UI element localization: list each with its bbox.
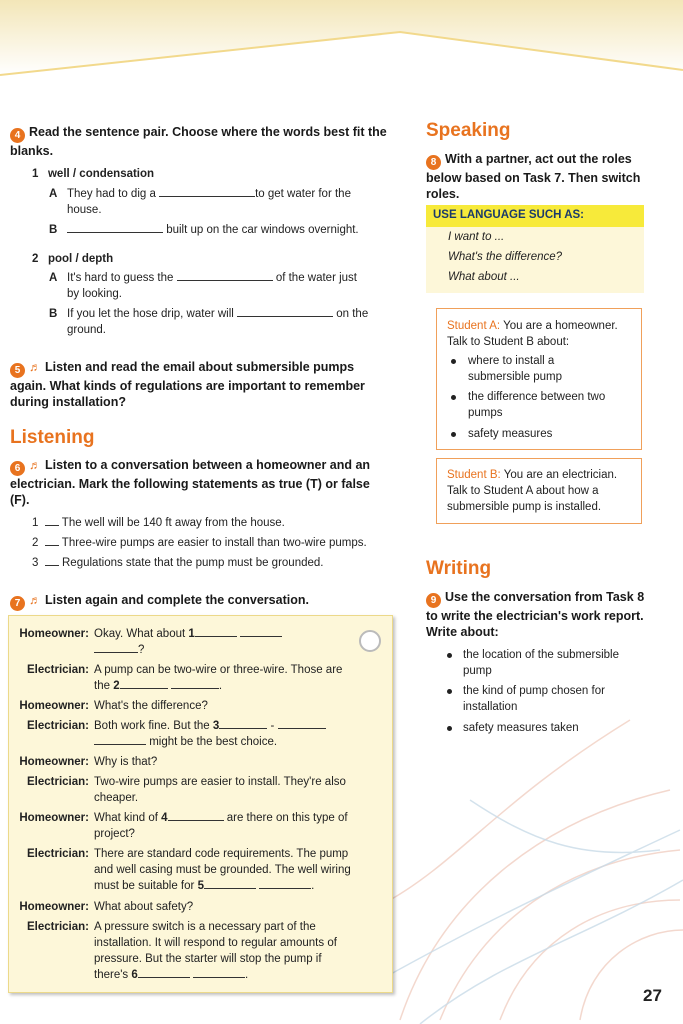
bullet-icon [451, 432, 456, 437]
bullet-icon [451, 359, 456, 364]
student-a-line-2: Talk to Student B about: [447, 336, 570, 348]
q4-set1: 1 well / condensation [32, 168, 155, 180]
blank[interactable] [240, 626, 282, 637]
blank[interactable] [171, 678, 219, 689]
q6-item-3: 3 Regulations state that the pump must be grounded. [32, 557, 324, 569]
q9-number: 9 [426, 593, 441, 608]
blank[interactable] [168, 810, 224, 821]
line-7: What kind of 4 are there on this type of [94, 812, 348, 824]
q9-prompt [426, 589, 656, 640]
line-8-cont: and well casing must be grounded. The well wiring [94, 864, 351, 876]
headphones-icon: ♬ [29, 593, 41, 607]
line-4: Both work fine. But the 3 - [94, 718, 379, 734]
blank[interactable] [67, 222, 163, 233]
language-banner [426, 205, 644, 227]
line-2: A pump can be two-wire or three-wire. Those are [94, 664, 343, 676]
q4-prompt [10, 124, 390, 159]
q6-item-1: 1 The well will be 140 ft away from the house. [32, 517, 285, 529]
line-7-cont: project? [94, 828, 135, 840]
q4-set2-a-cont: by looking. [67, 288, 122, 300]
speaker-label: Electrician: [27, 664, 89, 676]
q9-bullet-2: the kind of pump chosen for [463, 685, 605, 697]
writing-heading: Writing [426, 558, 492, 579]
conversation-box [8, 615, 393, 993]
student-b-line-1: Student B: You are an electrician. [447, 469, 618, 481]
line-4-cont: might be the best choice. [94, 734, 379, 750]
q4-set2-b-letter: B [49, 308, 58, 320]
q4-set2: 2 pool / depth [32, 253, 114, 265]
q8-text: With a partner, act out the roles below based on Task 7. Then switch roles. [426, 152, 641, 201]
bullet-icon [451, 395, 456, 400]
q4-set1-b: built up on the car windows overnight. [67, 222, 387, 238]
q4-set2-b: If you let the hose drip, water will on the [67, 308, 369, 320]
student-b-line-3: submersible pump is installed. [447, 501, 602, 513]
bullet-icon [447, 726, 452, 731]
q7-number: 7 [10, 596, 25, 611]
headphones-icon: ♬ [29, 360, 41, 374]
blank[interactable] [237, 306, 333, 317]
line-1-cont: ? [94, 642, 379, 658]
blank[interactable] [159, 186, 255, 197]
q9-bullet-2-cont: installation [463, 701, 518, 713]
student-a-bullet-2: the difference between two [468, 391, 606, 403]
blank[interactable] [177, 270, 273, 281]
q8-prompt [426, 151, 656, 202]
q4-text: Read the sentence pair. Choose where the words best fit the blanks. [10, 125, 387, 158]
q4-number: 4 [10, 128, 25, 143]
q9-bullet-1-cont: pump [463, 665, 492, 677]
phrase-2: What's the difference? [448, 251, 563, 263]
q4-set1-a-letter: A [49, 188, 58, 200]
q4-set2-a-letter: A [49, 272, 58, 284]
speaker-label: Homeowner: [19, 901, 89, 913]
page-number: 27 [643, 986, 662, 1005]
line-6-cont: cheaper. [94, 792, 139, 804]
student-b-line-2: Talk to Student A about how a [447, 485, 599, 497]
student-a-bullet-2-cont: pumps [468, 407, 503, 419]
line-3: What's the difference? [94, 700, 208, 712]
q4-set2-a: It's hard to guess the of the water just [67, 272, 357, 284]
line-9: What about safety? [94, 901, 194, 913]
line-8-cont2: must be suitable for 5 . [94, 880, 315, 892]
q6-text: Listen to a conversation between a homeowner and an electrician. Mark the following statements as true (T) or false (F). [10, 458, 371, 507]
q9-bullet-1: the location of the submersible [463, 649, 619, 661]
q4-set2-title: pool / depth [47, 253, 114, 265]
speaker-label: Electrician: [27, 921, 89, 933]
speaker-label: Homeowner: [19, 628, 89, 640]
q8-number: 8 [426, 155, 441, 170]
blank[interactable] [138, 967, 190, 978]
speaker-label: Homeowner: [19, 812, 89, 824]
q5-text: Listen and read the email about submersible pumps again. What kinds of regulations are important to remember during installation? [10, 360, 365, 409]
q4-set1-title: well / condensation [47, 168, 155, 180]
speaker-label: Electrician: [27, 776, 89, 788]
headphones-icon: ♬ [29, 458, 41, 472]
tf-blank[interactable] [45, 535, 59, 546]
q7-text: Listen again and complete the conversation. [45, 593, 309, 607]
q4-set1-a-cont: house. [67, 204, 102, 216]
q5-number: 5 [10, 363, 25, 378]
student-a-bullet-1: where to install a [468, 355, 555, 367]
blank[interactable] [193, 967, 245, 978]
line-8: There are standard code requirements. The pump [94, 848, 349, 860]
tf-blank[interactable] [45, 555, 59, 566]
line-6: Two-wire pumps are easier to install. They're also [94, 776, 346, 788]
line-10-cont: installation. It will respond to regular amounts of [94, 937, 337, 949]
bullet-icon [447, 689, 452, 694]
phrase-3: What about ... [448, 271, 520, 283]
q6-number: 6 [10, 461, 25, 476]
line-2-cont: the 2 . [94, 680, 223, 692]
listening-heading: Listening [10, 427, 95, 448]
q4-set1-a: They had to dig a to get water for the [67, 188, 351, 200]
speaker-label: Electrician: [27, 848, 89, 860]
blank[interactable] [259, 878, 311, 889]
blank[interactable] [120, 678, 168, 689]
speaker-label: Electrician: [27, 720, 89, 732]
q9-text: Use the conversation from Task 8 to write the electrician's work report. Write about: [426, 590, 645, 639]
blank[interactable] [195, 626, 237, 637]
blank[interactable] [278, 718, 326, 729]
blank[interactable] [204, 878, 256, 889]
line-1: Okay. What about 1 [94, 626, 379, 642]
tf-blank[interactable] [45, 515, 59, 526]
blank[interactable] [219, 718, 267, 729]
speaker-label: Homeowner: [19, 756, 89, 768]
q7-prompt [10, 592, 390, 611]
blank[interactable] [94, 642, 138, 653]
student-a-line-1: Student A: You are a homeowner. [447, 320, 618, 332]
header-decoration [0, 0, 683, 78]
q5-prompt [10, 359, 390, 410]
speaker-label: Homeowner: [19, 700, 89, 712]
line-10-cont3: there's 6 . [94, 969, 249, 981]
language-title: USE LANGUAGE SUCH AS: [433, 209, 584, 221]
blank[interactable] [94, 734, 146, 745]
student-a-bullet-1-cont: submersible pump [468, 371, 562, 383]
q6-prompt [10, 457, 390, 508]
q4-set2-b-cont: ground. [67, 324, 107, 336]
line-5: Why is that? [94, 756, 158, 768]
line-10: A pressure switch is a necessary part of the [94, 921, 316, 933]
speaking-heading: Speaking [426, 120, 511, 141]
q6-item-2: 2 Three-wire pumps are easier to install than two-wire pumps. [32, 537, 367, 549]
line-10-cont2: pressure. But the starter will stop the pump if [94, 953, 322, 965]
student-a-bullet-3: safety measures [468, 428, 553, 440]
bullet-icon [447, 653, 452, 658]
phrase-1: I want to ... [448, 231, 505, 243]
background-swirl [380, 600, 683, 1024]
q9-bullet-3: safety measures taken [463, 722, 579, 734]
q4-set1-b-letter: B [49, 224, 58, 236]
